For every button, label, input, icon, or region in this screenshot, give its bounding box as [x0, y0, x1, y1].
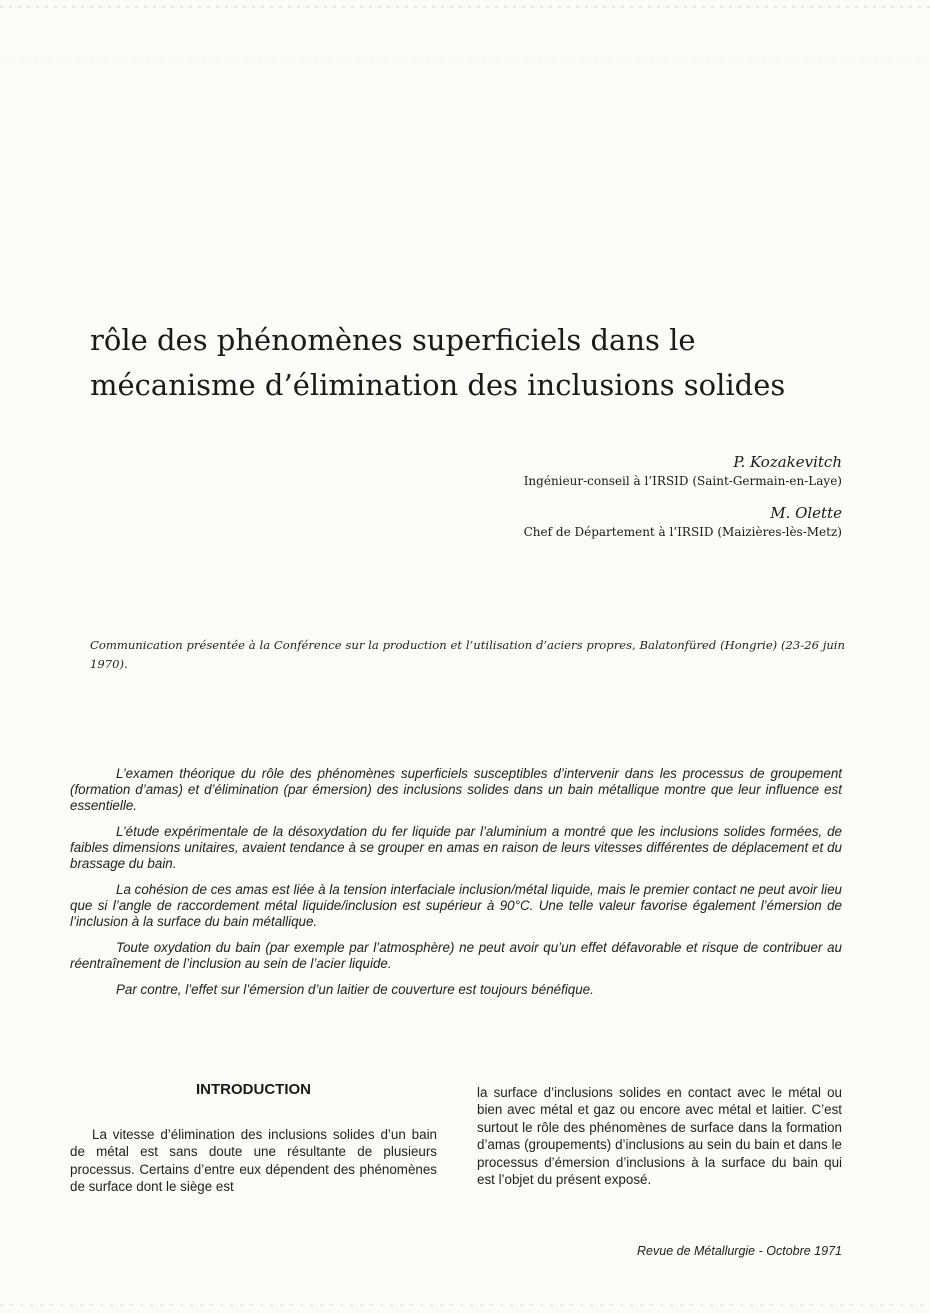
article-title-line-1: rôle des phénomènes superficiels dans le: [90, 323, 696, 357]
author-block: [524, 452, 842, 490]
abstract-paragraph: Par contre, l’effet sur l’émersion d’un laitier de couverture est toujours bénéfique.: [116, 982, 594, 997]
page-footer-journal: Revue de Métallurgie - Octobre 1971: [637, 1244, 842, 1258]
scan-edge-artifact-bottom: [0, 1304, 930, 1306]
communication-note: Communication présentée à la Conférence sur la production et l’utilisation d’aciers propres, Balatonfüred (Hongrie) (23-26 juin 1970).: [90, 638, 845, 671]
section-heading-introduction: INTRODUCTION: [196, 1081, 311, 1098]
abstract-paragraph: Toute oxydation du bain (par exemple par l’atmosphère) ne peut avoir qu’un effet défavorable et risque de contribuer au réentraînement de l’inclusion au sein de l’acier liquide.: [70, 940, 842, 971]
abstract-paragraph: L’étude expérimentale de la désoxydation du fer liquide par l’aluminium a montré que les inclusions solides formées, de faibles dimensions unitaires, avaient tendance à se grouper en amas en raison de leurs vitesses différentes de déplacement et du brassage du bain.: [70, 824, 842, 871]
scan-artifact-line: [0, 58, 930, 59]
author-affiliation: Chef de Département à l’IRSID (Maizières-lès-Metz): [523, 525, 842, 539]
article-title: [90, 318, 870, 408]
author-name: P. Kozakevitch: [733, 453, 842, 471]
author-block: [524, 503, 842, 541]
abstract-paragraph: L’examen théorique du rôle des phénomènes superficiels susceptibles d’intervenir dans les processus de groupement (formation d’amas) et d’élimination (par émersion) des inclusions solides dans un bain métallique montre que leur influence est essentielle.: [70, 766, 842, 813]
abstract-paragraph: La cohésion de ces amas est liée à la tension interfaciale inclusion/métal liquide, mais le premier contact ne peut avoir lieu que si l’angle de raccordement métal liquide/inclusion est supérieur à 90°C. Une telle valeur favorise également l’émersion de l’inclusion à la surface du bain métallique.: [70, 882, 842, 929]
scan-edge-artifact-top: [0, 6, 930, 8]
abstract: [70, 766, 842, 1008]
article-title-line-2: mécanisme d’élimination des inclusions solides: [90, 368, 786, 402]
author-name: M. Olette: [770, 504, 842, 522]
body-text-right-column: la surface d’inclusions solides en contact avec le métal ou bien avec métal et gaz ou encore avec métal et laitier. C’est surtout le rôle des phénomènes de surface dans la formation d’amas (groupements) d’inclusions au sein du bain et dans le processus d’émersion d’inclusions à la surface du bain qui est l’objet du présent exposé.: [477, 1085, 842, 1188]
author-affiliation: Ingénieur-conseil à l’IRSID (Saint-Germain-en-Laye): [523, 474, 842, 488]
body-text-left-column: La vitesse d’élimination des inclusions solides d’un bain de métal est sans doute une résultante de plusieurs processus. Certains d’entre eux dépendent des phénomènes de surface dont le siège est: [70, 1127, 437, 1195]
